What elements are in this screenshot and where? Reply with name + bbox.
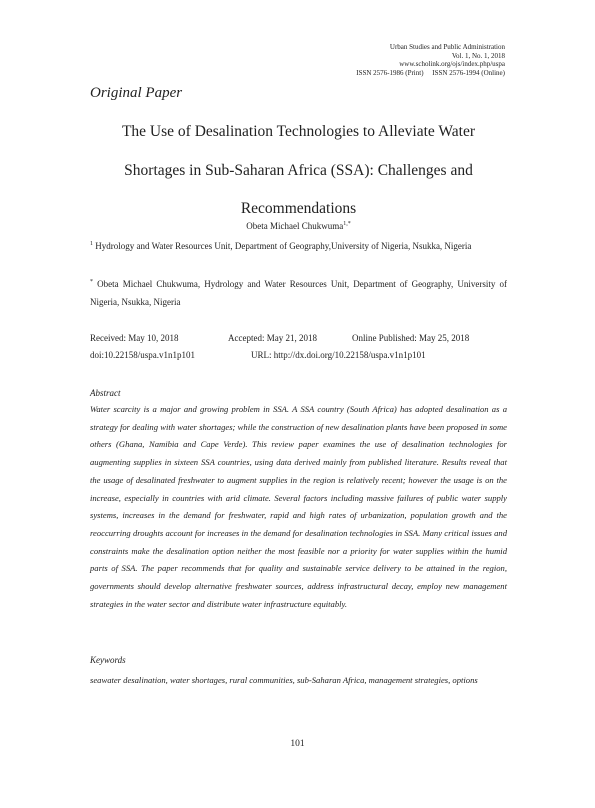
- abstract-heading: Abstract: [90, 388, 121, 398]
- abstract-text: Water scarcity is a major and growing problem in SSA. A SSA country (South Africa) has adopted desalination as a strategy for dealing with water shortages; while the construction of new desalination plants have been proposed in some others (Ghana, Namibia and Cape Verde). This review paper examines the use of desalination technologies for augmenting supplies in sixteen SSA countries, using data derived mainly from published literature. Results reveal that the usage of desalinated freshwater to augment supplies in the region is relatively recent; however the usage is on the increase, especially in countries with arid climate. Several factors including massive failures of public water supply systems, increases in the demand for freshwater, rapid and high rates of urbanization, population growth and the reoccurring droughts account for increases in the demand for desalination technologies in SSA. Many critical issues and constraints make the desalination option neither the most feasible nor a priority for water supplies within the humid parts of SSA. The paper recommends that for quality and sustainable service delivery to be attained in the region, governments should develop alternative freshwater sources, address infrastructural decay, employ new management strategies in the water sector and distribute water infrastructure equitably.: [90, 404, 507, 609]
- received-date: Received: May 10, 2018: [90, 333, 179, 343]
- journal-volume: Vol. 1, No. 1, 2018: [451, 51, 505, 60]
- accepted-date: Accepted: May 21, 2018: [228, 333, 317, 343]
- page-number: 101: [290, 739, 305, 749]
- section-label: Original Paper: [90, 85, 183, 101]
- journal-url[interactable]: www.scholink.org/ojs/index.php/uspa: [399, 60, 505, 69]
- affiliation-2: [90, 274, 507, 311]
- title-line-2: Shortages in Sub-Saharan Africa (SSA): Challenges and: [124, 161, 473, 179]
- author-name: Obeta Michael Chukwuma: [246, 221, 344, 231]
- author-line: [90, 221, 507, 231]
- affiliation-mark: 1: [90, 241, 93, 247]
- paper-title: [90, 113, 507, 229]
- doi-url[interactable]: URL: http://dx.doi.org/10.22158/uspa.v1n1p101: [251, 350, 426, 360]
- affiliation-mark: *: [90, 279, 93, 285]
- affiliation-text: Hydrology and Water Resources Unit, Department of Geography,University of Nigeria, Nsukka, Nigeria: [95, 241, 472, 251]
- journal-info: [356, 43, 505, 77]
- affiliation-1: [90, 236, 507, 256]
- journal-name: Urban Studies and Public Administration: [389, 43, 505, 51]
- keywords-text: seawater desalination, water shortages, rural communities, sub-Saharan Africa, management strategies, options: [90, 675, 478, 685]
- affiliation-text: Obeta Michael Chukwuma, Hydrology and Water Resources Unit, Department of Geography, University of Nigeria, Nsukka, Nigeria: [90, 279, 507, 307]
- doi[interactable]: doi:10.22158/uspa.v1n1p101: [90, 350, 195, 360]
- keywords-heading: Keywords: [90, 655, 126, 665]
- published-date: Online Published: May 25, 2018: [352, 333, 470, 343]
- title-line-3: Recommendations: [240, 200, 357, 217]
- title-line-1: The Use of Desalination Technologies to Alleviate Water: [121, 123, 476, 140]
- journal-issn: ISSN 2576-1986 (Print) ISSN 2576-1994 (Online): [356, 68, 505, 77]
- author-marks: 1,*: [343, 221, 351, 227]
